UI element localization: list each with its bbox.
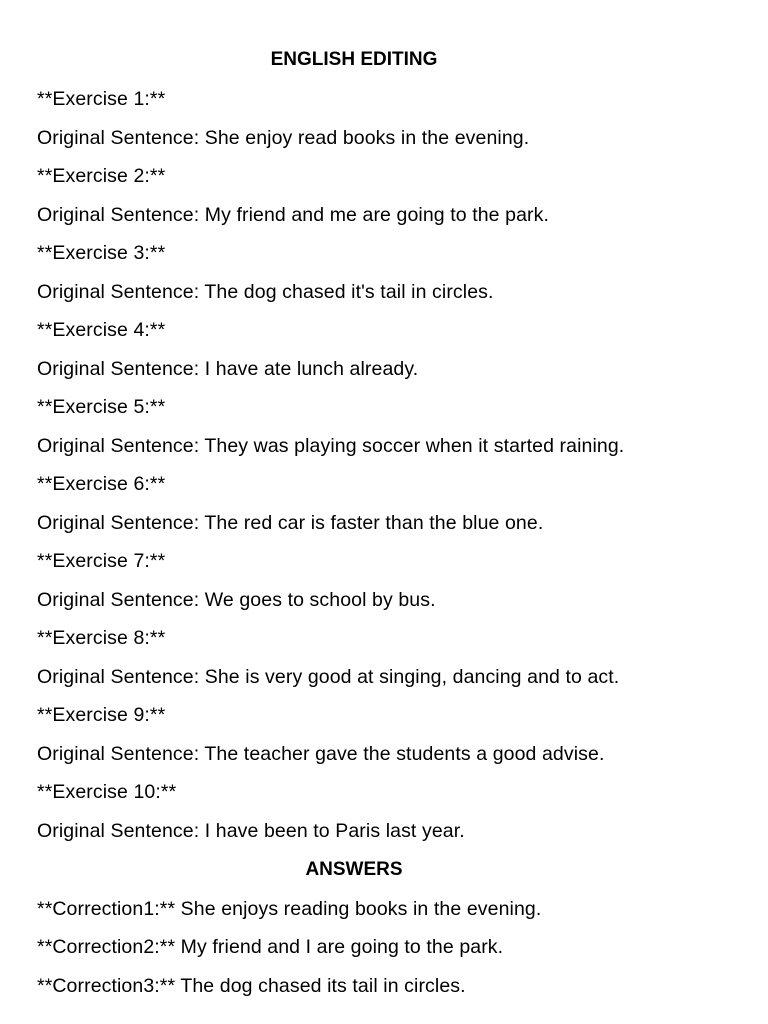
exercise-sentence-5: Original Sentence: They was playing soccer when it started raining.	[37, 435, 625, 457]
exercise-label-2: **Exercise 2:**	[37, 165, 166, 187]
exercise-label-6: **Exercise 6:**	[37, 473, 166, 495]
exercise-sentence-10: Original Sentence: I have been to Paris last year.	[37, 820, 465, 842]
exercise-label-3: **Exercise 3:**	[37, 242, 166, 264]
exercise-sentence-3: Original Sentence: The dog chased it's tail in circles.	[37, 281, 494, 303]
exercise-label-5: **Exercise 5:**	[37, 396, 166, 418]
exercise-label-4: **Exercise 4:**	[37, 319, 166, 341]
exercise-sentence-2: Original Sentence: My friend and me are going to the park.	[37, 204, 549, 226]
exercise-label-8: **Exercise 8:**	[37, 627, 166, 649]
correction-3: **Correction3:** The dog chased its tail in circles.	[37, 975, 466, 997]
exercise-sentence-1: Original Sentence: She enjoy read books in the evening.	[37, 127, 530, 149]
exercise-label-7: **Exercise 7:**	[37, 550, 166, 572]
exercise-label-10: **Exercise 10:**	[37, 781, 177, 803]
correction-1: **Correction1:** She enjoys reading books in the evening.	[37, 898, 542, 920]
exercise-label-9: **Exercise 9:**	[37, 704, 166, 726]
exercise-sentence-6: Original Sentence: The red car is faster than the blue one.	[37, 512, 544, 534]
document-title: ENGLISH EDITING	[270, 49, 438, 70]
exercise-sentence-9: Original Sentence: The teacher gave the students a good advise.	[37, 743, 605, 765]
exercise-sentence-7: Original Sentence: We goes to school by bus.	[37, 589, 436, 611]
correction-2: **Correction2:** My friend and I are going to the park.	[37, 936, 504, 958]
exercise-label-1: **Exercise 1:**	[37, 88, 166, 110]
answers-heading: ANSWERS	[305, 859, 403, 880]
exercise-sentence-8: Original Sentence: She is very good at singing, dancing and to act.	[37, 666, 620, 688]
exercise-sentence-4: Original Sentence: I have ate lunch already.	[37, 358, 419, 380]
